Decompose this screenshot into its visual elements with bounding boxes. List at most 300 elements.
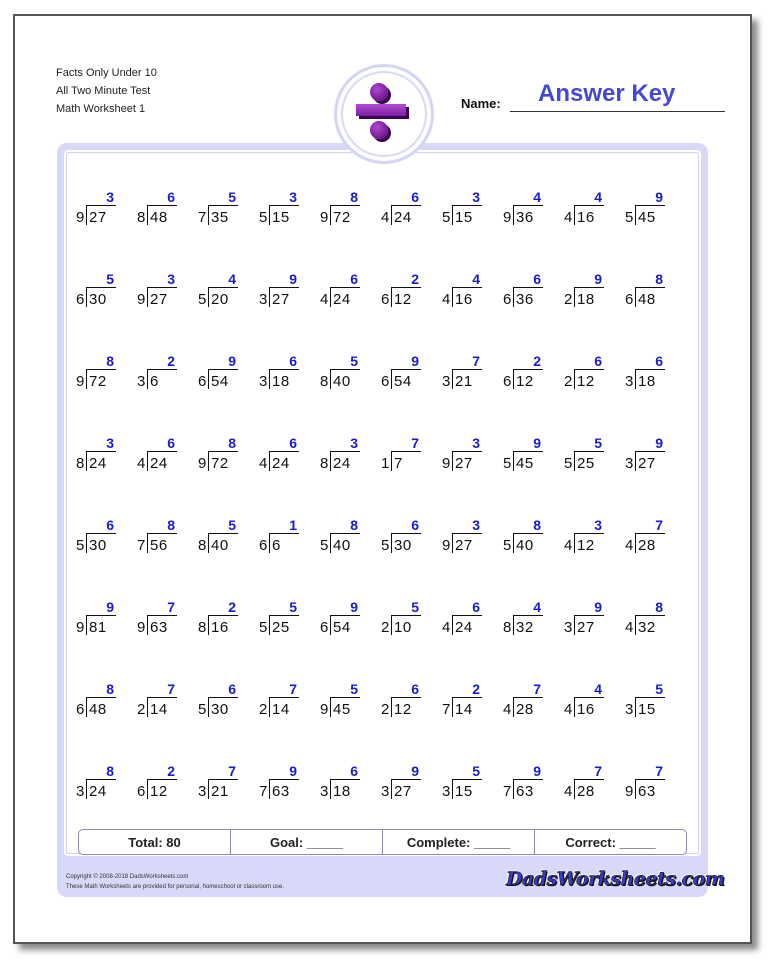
- dividend: 27: [272, 291, 290, 308]
- division-problem: [503, 271, 547, 313]
- quotient-answer: 6: [472, 599, 480, 615]
- division-problem: [137, 599, 181, 641]
- divisor: 4: [564, 209, 573, 226]
- dividend: 12: [577, 373, 595, 390]
- name-label: Name:: [461, 96, 501, 111]
- quotient-answer: 6: [289, 353, 297, 369]
- dividend: 72: [211, 455, 229, 472]
- division-problem: [381, 353, 425, 395]
- quotient-answer: 8: [350, 517, 358, 533]
- divisor: 6: [381, 373, 390, 390]
- division-problem: [137, 435, 181, 477]
- quotient-answer: 8: [350, 189, 358, 205]
- divisor: 5: [259, 619, 268, 636]
- quotient-answer: 9: [289, 763, 297, 779]
- division-problem: [381, 517, 425, 559]
- divisor: 7: [198, 209, 207, 226]
- divisor: 3: [625, 701, 634, 718]
- dividend: 48: [150, 209, 168, 226]
- division-problem: [381, 599, 425, 641]
- dividend: 18: [333, 783, 351, 800]
- quotient-answer: 6: [106, 517, 114, 533]
- division-problem: [198, 763, 242, 805]
- division-problem: [564, 271, 608, 313]
- division-dot-top: [370, 83, 388, 101]
- divisor: 6: [198, 373, 207, 390]
- division-problem: [564, 189, 608, 231]
- dividend: 40: [516, 537, 534, 554]
- divisor: 8: [503, 619, 512, 636]
- quotient-answer: 9: [655, 435, 663, 451]
- division-problem: [625, 599, 669, 641]
- divisor: 6: [137, 783, 146, 800]
- quotient-answer: 9: [594, 271, 602, 287]
- quotient-answer: 3: [472, 189, 480, 205]
- divisor: 7: [259, 783, 268, 800]
- divisor: 3: [442, 783, 451, 800]
- divisor: 6: [625, 291, 634, 308]
- dividend: 63: [150, 619, 168, 636]
- divisor: 6: [76, 291, 85, 308]
- dividend: 63: [638, 783, 656, 800]
- score-bar: [78, 829, 687, 855]
- quotient-answer: 2: [228, 599, 236, 615]
- division-problem: [503, 435, 547, 477]
- division-problem: [137, 189, 181, 231]
- dividend: 12: [150, 783, 168, 800]
- division-problem: [320, 271, 364, 313]
- quotient-answer: 4: [472, 271, 480, 287]
- dividend: 48: [638, 291, 656, 308]
- dividend: 20: [211, 291, 229, 308]
- dividend: 24: [272, 455, 290, 472]
- division-problem: [137, 681, 181, 723]
- dividend: 24: [394, 209, 412, 226]
- division-problem: [442, 353, 486, 395]
- division-problem: [259, 271, 303, 313]
- dividend: 54: [394, 373, 412, 390]
- quotient-answer: 7: [655, 517, 663, 533]
- divisor: 3: [259, 291, 268, 308]
- dividend: 63: [272, 783, 290, 800]
- divisor: 5: [198, 701, 207, 718]
- divisor: 4: [625, 537, 634, 554]
- divisor: 3: [259, 373, 268, 390]
- worksheet-subtitle-line-3: Math Worksheet 1: [56, 103, 146, 115]
- divisor: 9: [76, 209, 85, 226]
- score-correct: Correct: _____: [565, 834, 656, 850]
- dividend: 16: [211, 619, 229, 636]
- divisor: 5: [442, 209, 451, 226]
- quotient-answer: 6: [289, 435, 297, 451]
- quotient-answer: 7: [289, 681, 297, 697]
- quotient-answer: 3: [350, 435, 358, 451]
- divisor: 8: [198, 537, 207, 554]
- dividend: 48: [89, 701, 107, 718]
- divisor: 9: [198, 455, 207, 472]
- quotient-answer: 6: [594, 353, 602, 369]
- division-problem: [320, 681, 364, 723]
- dividend: 72: [333, 209, 351, 226]
- divisor: 5: [564, 455, 573, 472]
- quotient-answer: 9: [411, 763, 419, 779]
- divisor: 3: [381, 783, 390, 800]
- divisor: 8: [137, 209, 146, 226]
- quotient-answer: 8: [655, 599, 663, 615]
- division-problem: [381, 435, 425, 477]
- divisor: 8: [320, 373, 329, 390]
- divisor: 3: [442, 373, 451, 390]
- quotient-answer: 3: [472, 517, 480, 533]
- dividend: 24: [455, 619, 473, 636]
- quotient-answer: 8: [106, 763, 114, 779]
- dividend: 81: [89, 619, 107, 636]
- quotient-answer: 5: [350, 681, 358, 697]
- quotient-answer: 2: [167, 763, 175, 779]
- divisor: 7: [503, 783, 512, 800]
- divisor: 7: [442, 701, 451, 718]
- dividend: 27: [89, 209, 107, 226]
- quotient-answer: 7: [472, 353, 480, 369]
- division-problem: [564, 517, 608, 559]
- divisor: 2: [259, 701, 268, 718]
- quotient-answer: 6: [533, 271, 541, 287]
- divisor: 8: [320, 455, 329, 472]
- dividend: 16: [455, 291, 473, 308]
- division-problem: [442, 271, 486, 313]
- division-problem: [625, 681, 669, 723]
- divisor: 4: [564, 783, 573, 800]
- quotient-answer: 4: [594, 681, 602, 697]
- copyright-text: Copyright © 2008-2018 DadsWorksheets.com: [66, 874, 189, 880]
- divisor: 2: [564, 291, 573, 308]
- division-problem: [625, 517, 669, 559]
- division-problem: [564, 353, 608, 395]
- division-problem: [259, 681, 303, 723]
- quotient-answer: 7: [655, 763, 663, 779]
- division-problem: [503, 353, 547, 395]
- division-problem: [320, 517, 364, 559]
- dividend: 15: [272, 209, 290, 226]
- division-problem: [442, 681, 486, 723]
- name-value-answer-key: Answer Key: [538, 80, 676, 107]
- division-problem: [259, 353, 303, 395]
- quotient-answer: 6: [655, 353, 663, 369]
- divisor: 2: [564, 373, 573, 390]
- divisor: 9: [442, 537, 451, 554]
- quotient-answer: 3: [472, 435, 480, 451]
- dividend: 32: [638, 619, 656, 636]
- divisor: 5: [503, 537, 512, 554]
- division-problem: [442, 435, 486, 477]
- divisor: 6: [259, 537, 268, 554]
- divisor: 5: [381, 537, 390, 554]
- quotient-answer: 5: [228, 517, 236, 533]
- quotient-answer: 8: [106, 353, 114, 369]
- quotient-answer: 5: [594, 435, 602, 451]
- division-problem: [76, 681, 120, 723]
- dividend: 15: [638, 701, 656, 718]
- usage-text: These Math Worksheets are provided for personal, homeschool or classroom use.: [66, 884, 284, 890]
- division-bar: [356, 104, 406, 116]
- dividend: 40: [333, 373, 351, 390]
- dividend: 21: [211, 783, 229, 800]
- divisor: 9: [442, 455, 451, 472]
- divisor: 4: [625, 619, 634, 636]
- quotient-answer: 6: [167, 435, 175, 451]
- dividend: 30: [89, 291, 107, 308]
- dividend: 45: [333, 701, 351, 718]
- worksheet-subtitle-line-2: All Two Minute Test: [56, 85, 151, 97]
- quotient-answer: 7: [167, 599, 175, 615]
- dividend: 28: [577, 783, 595, 800]
- division-problem: [503, 517, 547, 559]
- quotient-answer: 2: [167, 353, 175, 369]
- quotient-answer: 8: [106, 681, 114, 697]
- dividend: 32: [516, 619, 534, 636]
- division-problem: [76, 517, 120, 559]
- score-goal: Goal: _____: [231, 830, 383, 854]
- dividend: 18: [577, 291, 595, 308]
- divisor: 8: [198, 619, 207, 636]
- division-problem: [259, 517, 303, 559]
- divisor: 9: [137, 619, 146, 636]
- dividend: 25: [272, 619, 290, 636]
- divisor: 1: [381, 455, 390, 472]
- division-problem: [442, 599, 486, 641]
- dividend: 72: [89, 373, 107, 390]
- quotient-answer: 9: [533, 763, 541, 779]
- quotient-answer: 7: [228, 763, 236, 779]
- quotient-answer: 2: [533, 353, 541, 369]
- divisor: 2: [137, 701, 146, 718]
- divisor: 3: [564, 619, 573, 636]
- problems-panel: [62, 148, 703, 858]
- division-problem: [564, 435, 608, 477]
- quotient-answer: 1: [289, 517, 297, 533]
- dadsworksheets-logo: DadsWorksheets.com: [506, 868, 725, 890]
- divisor: 9: [625, 783, 634, 800]
- dividend: 30: [211, 701, 229, 718]
- divisor: 5: [320, 537, 329, 554]
- divisor: 9: [137, 291, 146, 308]
- division-problem: [381, 763, 425, 805]
- division-problem: [442, 189, 486, 231]
- dividend: 10: [394, 619, 412, 636]
- dividend: 24: [333, 455, 351, 472]
- quotient-answer: 3: [289, 189, 297, 205]
- quotient-answer: 6: [167, 189, 175, 205]
- divisor: 9: [320, 209, 329, 226]
- dividend: 45: [516, 455, 534, 472]
- quotient-answer: 6: [411, 189, 419, 205]
- division-problem: [320, 353, 364, 395]
- division-problem: [625, 189, 669, 231]
- dividend: 36: [516, 209, 534, 226]
- dividend: 27: [638, 455, 656, 472]
- divisor: 3: [625, 455, 634, 472]
- divisor: 6: [381, 291, 390, 308]
- dividend: 63: [516, 783, 534, 800]
- dividend: 35: [211, 209, 229, 226]
- dividend: 24: [89, 783, 107, 800]
- dividend: 14: [455, 701, 473, 718]
- dividend: 21: [455, 373, 473, 390]
- division-problem: [381, 681, 425, 723]
- quotient-answer: 5: [655, 681, 663, 697]
- division-problem: [320, 599, 364, 641]
- dividend: 12: [394, 291, 412, 308]
- quotient-answer: 7: [411, 435, 419, 451]
- division-problem: [381, 271, 425, 313]
- score-complete: Complete: _____: [383, 830, 535, 854]
- divisor: 5: [198, 291, 207, 308]
- dividend: 12: [394, 701, 412, 718]
- quotient-answer: 4: [594, 189, 602, 205]
- dividend: 12: [516, 373, 534, 390]
- division-problem: [137, 353, 181, 395]
- dividend: 14: [272, 701, 290, 718]
- quotient-answer: 8: [655, 271, 663, 287]
- divisor: 3: [76, 783, 85, 800]
- division-problem: [76, 353, 120, 395]
- quotient-answer: 4: [228, 271, 236, 287]
- divisor: 6: [503, 291, 512, 308]
- dividend: 15: [455, 209, 473, 226]
- divisor: 3: [198, 783, 207, 800]
- quotient-answer: 6: [411, 681, 419, 697]
- divisor: 4: [564, 537, 573, 554]
- quotient-answer: 6: [350, 763, 358, 779]
- dividend: 25: [577, 455, 595, 472]
- division-problem: [76, 435, 120, 477]
- quotient-answer: 9: [411, 353, 419, 369]
- quotient-answer: 8: [167, 517, 175, 533]
- division-problem: [76, 271, 120, 313]
- divisor: 6: [320, 619, 329, 636]
- quotient-answer: 8: [533, 517, 541, 533]
- division-problem: [198, 189, 242, 231]
- quotient-answer: 2: [411, 271, 419, 287]
- divisor: 3: [625, 373, 634, 390]
- divisor: 4: [137, 455, 146, 472]
- dividend: 15: [455, 783, 473, 800]
- division-problem: [381, 189, 425, 231]
- dividend: 14: [150, 701, 168, 718]
- division-problem: [259, 189, 303, 231]
- quotient-answer: 4: [533, 599, 541, 615]
- quotient-answer: 3: [594, 517, 602, 533]
- division-problem: [76, 599, 120, 641]
- quotient-answer: 5: [472, 763, 480, 779]
- dividend: 6: [150, 373, 159, 390]
- division-problem: [198, 435, 242, 477]
- division-problem: [320, 763, 364, 805]
- divisor: 3: [137, 373, 146, 390]
- division-problem: [137, 271, 181, 313]
- dividend: 24: [333, 291, 351, 308]
- dividend: 54: [211, 373, 229, 390]
- divisor: 3: [320, 783, 329, 800]
- quotient-answer: 9: [228, 353, 236, 369]
- divisor: 6: [503, 373, 512, 390]
- quotient-answer: 7: [533, 681, 541, 697]
- dividend: 30: [394, 537, 412, 554]
- quotient-answer: 9: [350, 599, 358, 615]
- division-problem: [76, 763, 120, 805]
- divisor: 5: [76, 537, 85, 554]
- division-problem: [137, 517, 181, 559]
- division-problem: [198, 353, 242, 395]
- quotient-answer: 5: [411, 599, 419, 615]
- quotient-answer: 5: [106, 271, 114, 287]
- divisor: 4: [442, 291, 451, 308]
- dividend: 27: [577, 619, 595, 636]
- divisor: 9: [76, 373, 85, 390]
- dividend: 16: [577, 209, 595, 226]
- quotient-answer: 5: [289, 599, 297, 615]
- division-problem: [442, 763, 486, 805]
- quotient-answer: 9: [655, 189, 663, 205]
- dividend: 18: [638, 373, 656, 390]
- dividend: 16: [577, 701, 595, 718]
- division-problem: [259, 599, 303, 641]
- quotient-answer: 5: [228, 189, 236, 205]
- dividend: 27: [150, 291, 168, 308]
- divisor: 9: [503, 209, 512, 226]
- score-total: Total: 80: [79, 830, 231, 854]
- division-problem: [198, 517, 242, 559]
- quotient-answer: 3: [106, 435, 114, 451]
- division-problem: [503, 681, 547, 723]
- division-problem: [320, 189, 364, 231]
- division-problem: [259, 435, 303, 477]
- divisor: 9: [320, 701, 329, 718]
- dividend: 27: [455, 455, 473, 472]
- dividend: 36: [516, 291, 534, 308]
- division-problem: [198, 599, 242, 641]
- divisor: 2: [381, 701, 390, 718]
- dividend: 6: [272, 537, 281, 554]
- dividend: 12: [577, 537, 595, 554]
- quotient-answer: 9: [594, 599, 602, 615]
- dividend: 7: [394, 455, 403, 472]
- division-problem: [625, 353, 669, 395]
- division-problem: [503, 763, 547, 805]
- quotient-answer: 4: [533, 189, 541, 205]
- quotient-answer: 9: [106, 599, 114, 615]
- division-problem: [564, 763, 608, 805]
- quotient-answer: 8: [228, 435, 236, 451]
- divisor: 4: [503, 701, 512, 718]
- dividend: 56: [150, 537, 168, 554]
- divisor: 4: [259, 455, 268, 472]
- divisor: 5: [503, 455, 512, 472]
- quotient-answer: 7: [167, 681, 175, 697]
- quotient-answer: 9: [289, 271, 297, 287]
- dividend: 30: [89, 537, 107, 554]
- division-problem: [442, 517, 486, 559]
- division-problem: [564, 681, 608, 723]
- divisor: 7: [137, 537, 146, 554]
- quotient-answer: 9: [533, 435, 541, 451]
- dividend: 24: [89, 455, 107, 472]
- quotient-answer: 6: [350, 271, 358, 287]
- division-problem: [137, 763, 181, 805]
- division-dot-bottom: [370, 121, 388, 139]
- quotient-answer: 5: [350, 353, 358, 369]
- quotient-answer: 7: [594, 763, 602, 779]
